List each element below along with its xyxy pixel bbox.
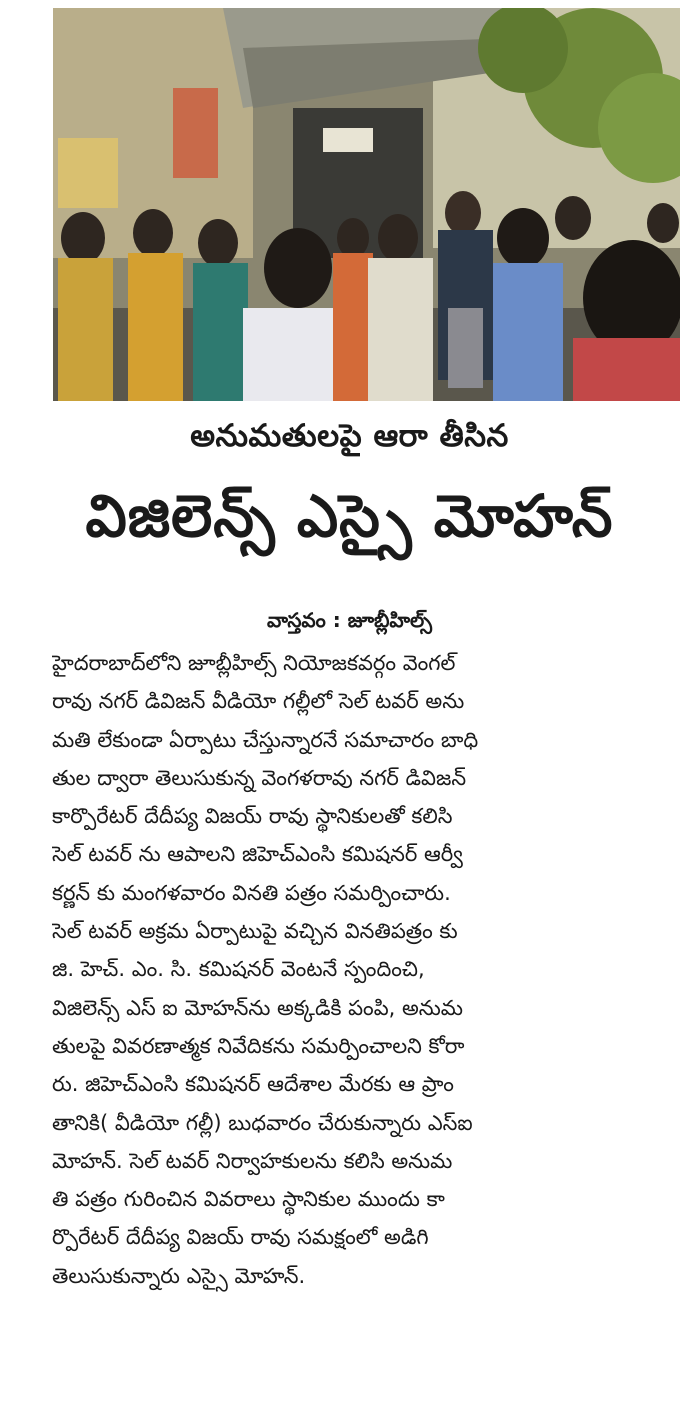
body-line: మతి లేకుండా ఏర్పాటు చేస్తున్నారనే సమాచారం బాధి — [52, 727, 479, 752]
article-body — [52, 644, 684, 1295]
article-kicker: అనుమతులపై ఆరా తీసిన — [190, 418, 509, 454]
news-photo — [53, 8, 680, 401]
body-line: సెల్ టవర్ అక్రమ ఏర్పాటుపై వచ్చిన వినతిపత్రం కు — [52, 919, 458, 944]
body-line: తులపై వివరణాత్మక నివేదికను సమర్పించాలని కోరా — [52, 1033, 465, 1058]
body-line: తి పత్రం గురించిన వివరాలు స్థానికుల ముందు కా — [52, 1187, 445, 1212]
body-line: తుల ద్వారా తెలుసుకున్న వెంగళరావు నగర్ డివిజన్ — [52, 765, 467, 790]
article-headline: విజిలెన్స్ ఎస్సై మోహన్ — [85, 482, 614, 550]
body-line: రావు నగర్ డివిజన్ వీడియో గల్లీలో సెల్ టవర్ అను — [52, 689, 465, 714]
body-line: కార్పొరేటర్ దేదీప్య విజయ్ రావు స్థానికులతో కలిసి — [52, 804, 453, 829]
body-line: కర్ణన్ కు మంగళవారం వినతి పత్రం సమర్పించారు. — [52, 880, 451, 905]
body-line: సెల్ టవర్ ను ఆపాలని జిహెచ్ఎంసి కమిషనర్ ఆర్వీ — [52, 842, 463, 867]
body-line: విజిలెన్స్ ఎస్ ఐ మోహన్‌ను అక్కడికి పంపి, అనుమ — [52, 995, 464, 1020]
body-line: మోహన్. సెల్ టవర్ నిర్వాహకులను కలిసి అనుమ — [52, 1148, 453, 1173]
body-line: హైదరాబాద్‌లోని జూబ్లీహిల్స్ నియోజకవర్గం వెంగల్ — [52, 651, 456, 675]
article-dateline: వాస్తవం : జూబ్లీహిల్స్ — [267, 608, 432, 632]
body-line: ర్పొరేటర్ దేదీప్య విజయ్ రావు సమక్షంలో అడిగి — [52, 1225, 429, 1250]
photo-illustration — [53, 8, 680, 401]
body-line: తానికి( వీడియో గల్లీ) బుధవారం చేరుకున్నారు ఎస్ఐ — [52, 1110, 473, 1135]
body-line: రు. జిహెచ్ఎంసి కమిషనర్ ఆదేశాల మేరకు ఆ ప్రాం — [52, 1072, 454, 1097]
body-line: తెలుసుకున్నారు ఎస్సై మోహన్. — [52, 1263, 306, 1288]
body-line: జి. హెచ్. ఎం. సి. కమిషనర్ వెంటనే స్పందించి, — [52, 957, 425, 982]
